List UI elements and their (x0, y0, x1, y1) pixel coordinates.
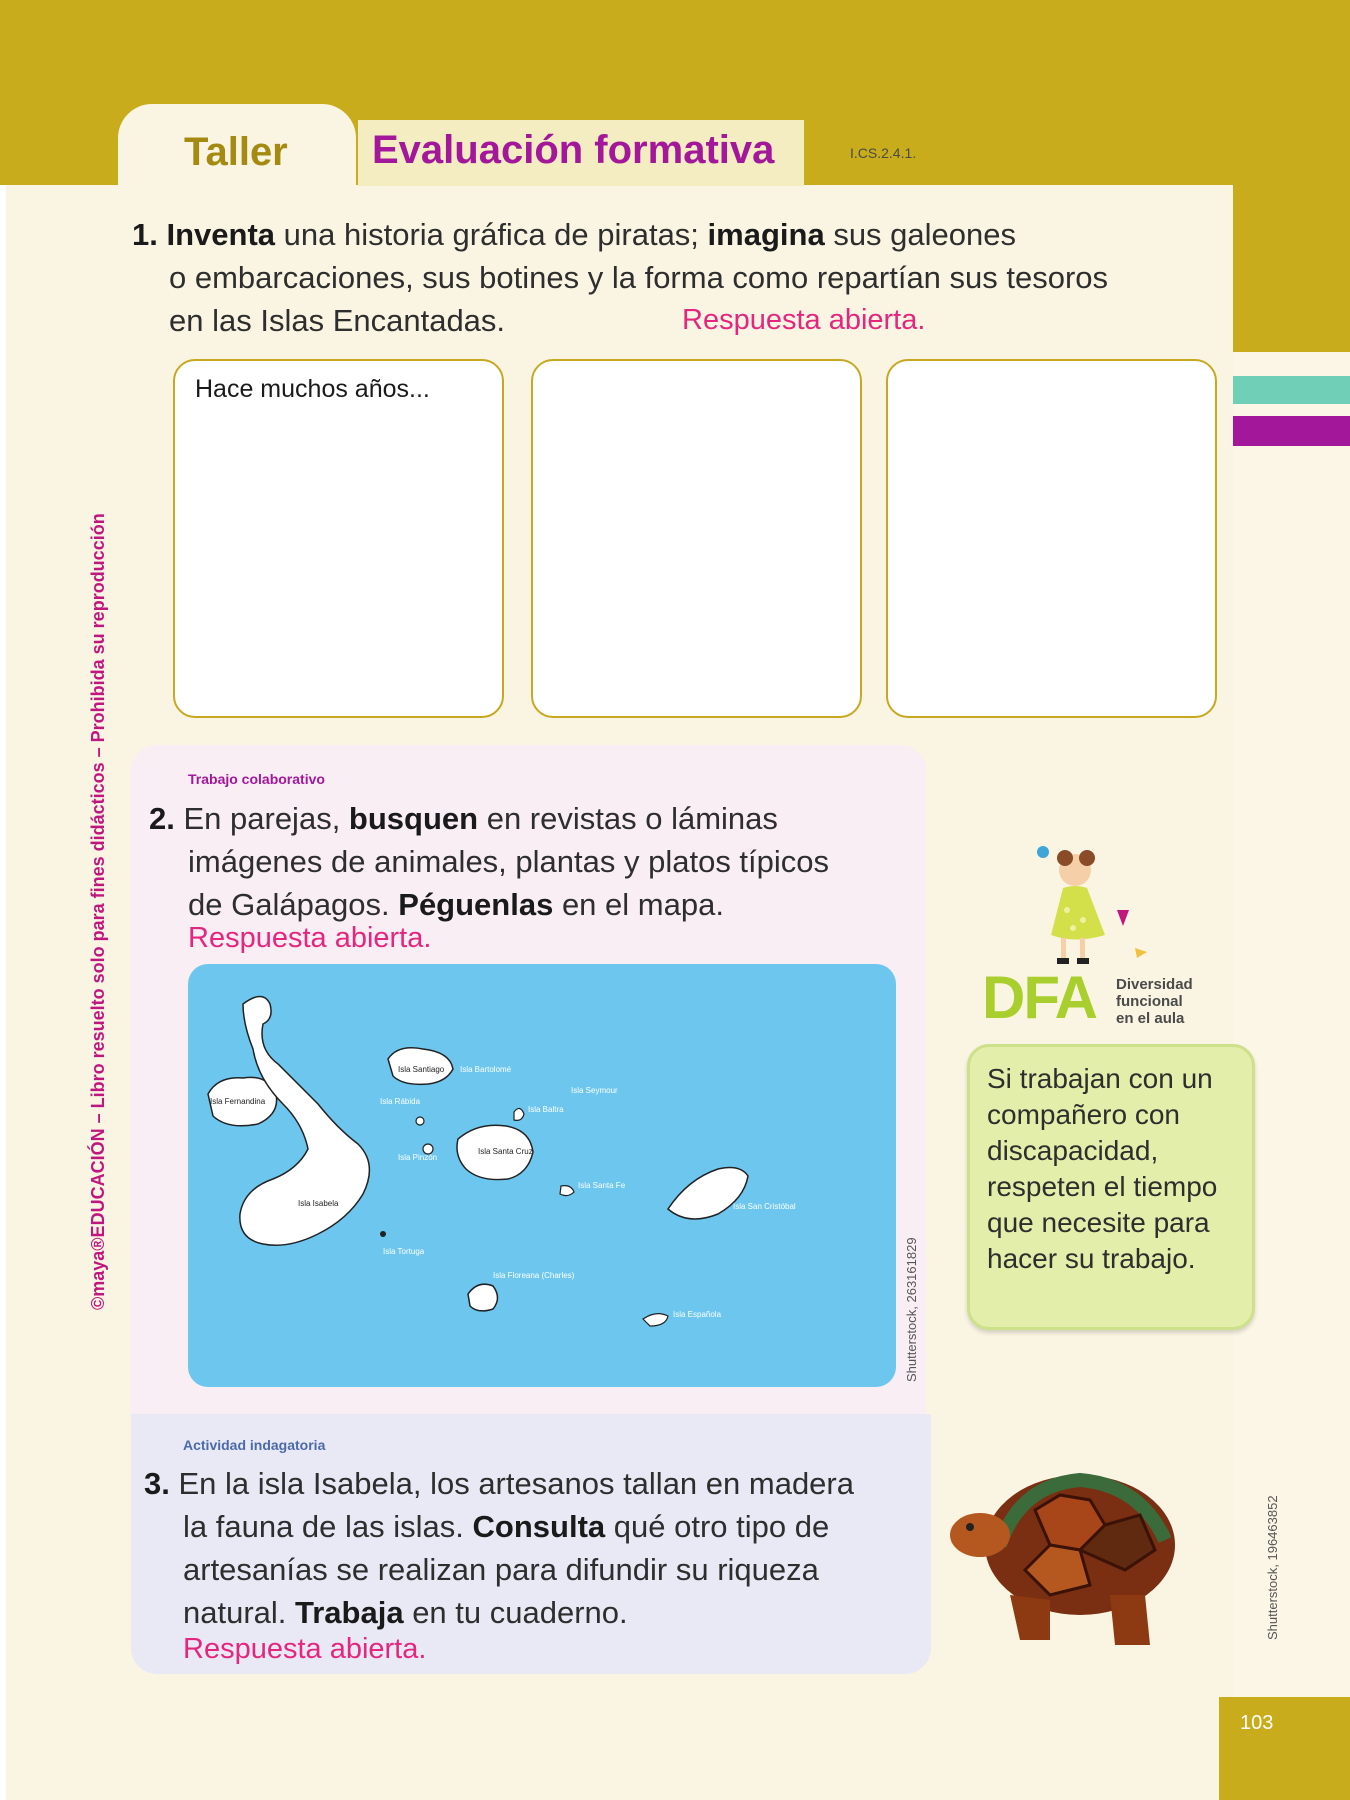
q1-answer: Respuesta abierta. (682, 304, 926, 336)
question-1-line-2: o embarcaciones, sus botines y la forma como repartían sus tesoros (169, 260, 1109, 295)
q2-verb-busquen: busquen (348, 801, 479, 836)
q2-answer: Respuesta abierta. (188, 922, 432, 954)
map-label-santa-fe: Isla Santa Fe (578, 1181, 626, 1190)
section-label-collaborative: Trabajo colaborativo (188, 771, 325, 787)
curriculum-code: I.CS.2.4.1. (850, 145, 917, 161)
island-santa-fe (560, 1186, 574, 1196)
island-san-cristobal (668, 1168, 748, 1219)
q3-verb-consulta: Consulta (472, 1509, 606, 1544)
q3-text: la fauna de las islas. (183, 1509, 473, 1544)
comic-panel-1[interactable] (173, 359, 504, 718)
dfa-note-text: Si trabajan con un compañero con discapacidad, respeten el tiempo que necesite para hacer su trabajo. (987, 1063, 1218, 1274)
q3-text: natural. (183, 1595, 296, 1630)
q1-verb-inventa: Inventa (166, 217, 276, 252)
q2-text: en el mapa. (553, 887, 724, 922)
comic-panel-2[interactable] (531, 359, 862, 718)
page-number: 103 (1240, 1712, 1274, 1734)
map-label-baltra: Isla Baltra (528, 1105, 564, 1114)
map-credit: Shutterstock, 263161829 (904, 1237, 919, 1382)
map-label-rabida: Isla Rábida (380, 1097, 421, 1106)
question-3-line-3: artesanías se realizan para difundir su riqueza (183, 1552, 819, 1587)
q3-text: en tu cuaderno. (403, 1595, 628, 1630)
comic-panel-3[interactable] (886, 359, 1217, 718)
girl-illustration (1025, 840, 1165, 970)
map-label-isabela: Isla Isabela (298, 1199, 339, 1208)
page-title: Evaluación formativa (372, 128, 775, 172)
map-label-espanola: Isla Española (673, 1310, 722, 1319)
magenta-strip (1233, 416, 1350, 446)
q2-text: en revistas o láminas (478, 801, 778, 836)
question-1 (132, 213, 1016, 256)
comic-panel-text: Hace muchos años... (195, 375, 430, 403)
question-number: 1. (132, 217, 158, 252)
turtle-credit: Shutterstock, 196463852 (1265, 1495, 1280, 1640)
wooden-turtle-image (940, 1455, 1190, 1665)
taller-label: Taller (184, 130, 288, 174)
island-floreana (468, 1284, 498, 1311)
island-tortuga (380, 1231, 386, 1237)
question-3-line-2 (183, 1505, 829, 1548)
dfa-note-box (967, 1044, 1255, 1330)
map-label-tortuga: Isla Tortuga (383, 1247, 425, 1256)
question-2-line-3 (188, 883, 724, 926)
q3-verb-trabaja: Trabaja (295, 1595, 404, 1630)
map-label-san-cristobal: Isla San Cristóbal (733, 1202, 796, 1211)
q2-verb-peguenlas: Péguenlas (398, 887, 554, 922)
right-color-band (1233, 0, 1350, 352)
section-label-inquiry: Actividad indagatoria (183, 1437, 326, 1453)
map-label-seymour: Isla Seymour (571, 1086, 618, 1095)
question-2-line-2: imágenes de animales, plantas y platos típicos (188, 844, 830, 879)
map-label-fernandina: Isla Fernandina (210, 1097, 266, 1106)
q1-text: sus galeones (824, 217, 1017, 252)
question-3-line-4 (183, 1591, 628, 1634)
copyright-notice: ©maya®EDUCACIÓN – Libro resuelto solo para fines didácticos – Prohibida su reproducción (88, 513, 108, 1310)
teal-strip (1233, 376, 1350, 404)
map-svg (188, 964, 896, 1387)
q3-text: qué otro tipo de (605, 1509, 830, 1544)
q3-text: En la isla Isabela, los artesanos tallan en madera (178, 1466, 854, 1501)
q3-answer: Respuesta abierta. (183, 1633, 427, 1665)
map-label-floreana: Isla Floreana (Charles) (493, 1271, 575, 1280)
q1-text: una historia gráfica de piratas; (275, 217, 708, 252)
map-label-santiago: Isla Santiago (398, 1065, 445, 1074)
island-rabida (416, 1117, 424, 1125)
dfa-caption (1116, 976, 1193, 1027)
q2-text: En parejas, (183, 801, 349, 836)
dfa-logo: DFA (982, 964, 1096, 1031)
q1-verb-imagina: imagina (707, 217, 825, 252)
dfa-caption-line: en el aula (1116, 1010, 1185, 1027)
question-2 (149, 797, 778, 840)
map-label-pinzon: Isla Pinzón (398, 1153, 438, 1162)
question-1-line-3: en las Islas Encantadas. (169, 303, 506, 338)
map-label-bartolome: Isla Bartolomé (460, 1065, 512, 1074)
q2-text: de Galápagos. (188, 887, 399, 922)
question-number: 3. (144, 1466, 170, 1501)
island-baltra (514, 1108, 524, 1120)
galapagos-map[interactable] (188, 964, 896, 1387)
map-label-santa-cruz: Isla Santa Cruz (478, 1147, 533, 1156)
question-number: 2. (149, 801, 175, 836)
dfa-caption-line: Diversidad (1116, 976, 1193, 993)
page-number-box (1219, 1697, 1350, 1800)
island-espanola (643, 1314, 668, 1326)
question-3 (144, 1462, 854, 1505)
dfa-caption-line: funcional (1116, 993, 1183, 1010)
